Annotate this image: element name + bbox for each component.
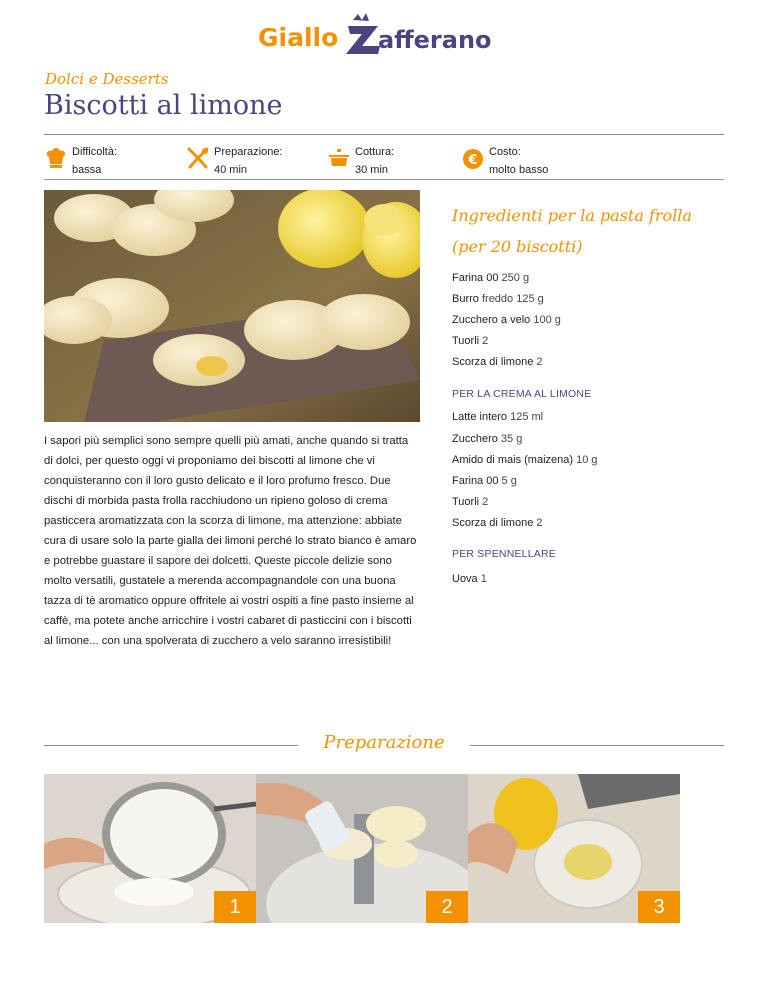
ingredient-quantity: 100 g (533, 314, 561, 326)
recipe-category[interactable]: Dolci e Desserts (45, 70, 169, 88)
info-cost (461, 146, 601, 180)
ingredient-item (452, 411, 543, 423)
info-label: Preparazione: (214, 146, 283, 158)
ingredient-quantity: 125 ml (510, 411, 544, 423)
ingredient-quantity: 10 g (576, 454, 598, 466)
ingredient-item (452, 335, 488, 347)
step-photo-2[interactable] (256, 774, 468, 923)
prep-divider-left (44, 745, 298, 746)
step-photo-3[interactable] (468, 774, 680, 923)
ingredient-name[interactable]: Scorza di limone (452, 356, 534, 368)
step-number: 1 (214, 891, 256, 923)
ingredients-subheading-crema: PER LA CREMA AL LIMONE (452, 388, 592, 400)
ingredient-name[interactable]: Farina 00 (452, 475, 499, 487)
ingredient-item (452, 573, 487, 585)
ingredient-name[interactable]: Latte intero (452, 411, 508, 423)
ingredient-quantity: 2 (536, 356, 543, 368)
logo-text-right: afferano (378, 26, 492, 54)
recipe-description: I sapori più semplici sono sempre quelli più amati, anche quando si tratta di dolci, per questo oggi vi proponiamo dei biscotti al limone che vi conquisteranno con il loro gusto delicato e il loro profumo fresco. Due dischi di morbida pasta frolla racchiudono un ripieno goloso di crema pasticcera aromatizzata con la scorza di limone, ma attenzione: abbiate cura di usare solo la parte gialla dei limoni perché lo strato bianco è amaro e potrebbe guastare il sapore dei dolcetti. Queste piccole delizie sono molto versatili, gustatele a merenda accompagnandole con una buona tazza di tè aromatico oppure offritele ai vostri ospiti a fine pasto insieme al caffè, ma potete anche arricchire i vostri cabaret di pasticcini con i biscotti al limone... con una spolverata di zucchero a velo saranno irresistibili! (44, 435, 417, 647)
ingredient-quantity: freddo 125 g (481, 293, 544, 305)
info-label: Costo: (489, 146, 521, 158)
prep-divider-right (470, 745, 724, 746)
info-cooking (327, 146, 457, 180)
info-preparation (186, 146, 316, 180)
euro-coin-icon (461, 146, 485, 170)
ingredients-title: Ingredienti per la pasta frolla (per 20 biscotti) (452, 206, 692, 256)
ingredient-name[interactable]: Amido di mais (maizena) (452, 454, 574, 466)
ingredient-item (452, 496, 488, 508)
ingredient-item (452, 356, 543, 368)
ingredients-subheading-spennellare: PER SPENNELLARE (452, 548, 556, 560)
pot-icon (327, 146, 351, 170)
ingredient-item (452, 433, 522, 445)
step-number: 2 (426, 891, 468, 923)
ingredient-name[interactable]: Burro (452, 293, 479, 305)
ingredient-quantity: 5 g (501, 475, 517, 487)
ingredient-item (452, 475, 517, 487)
info-difficulty (44, 146, 174, 180)
ingredient-item (452, 314, 561, 326)
svg-text:€: € (468, 153, 478, 168)
info-value: 40 min (214, 164, 248, 176)
info-value: 30 min (355, 164, 389, 176)
giallozafferano-logo[interactable] (258, 12, 510, 62)
ingredient-name[interactable]: Uova (452, 573, 478, 585)
ingredient-name[interactable]: Tuorli (452, 335, 480, 347)
ingredient-item (452, 293, 544, 305)
utensils-icon (186, 146, 210, 170)
chef-hat-icon (44, 146, 68, 170)
ingredient-name[interactable]: Zucchero (452, 433, 498, 445)
logo-z-mark (346, 13, 380, 54)
info-value: molto basso (489, 164, 549, 176)
info-value: bassa (72, 164, 102, 176)
recipe-title: Biscotti al limone (44, 90, 283, 121)
ingredient-item (452, 272, 529, 284)
preparation-title: Preparazione (323, 732, 445, 753)
ingredient-item (452, 454, 598, 466)
recipe-hero-image (44, 190, 420, 422)
ingredient-name[interactable]: Scorza di limone (452, 517, 534, 529)
ingredient-quantity: 250 g (501, 272, 530, 284)
info-divider (44, 179, 724, 180)
ingredient-quantity: 35 g (500, 433, 523, 445)
ingredient-quantity: 2 (482, 335, 489, 347)
ingredient-name[interactable]: Zucchero a velo (452, 314, 531, 326)
info-label: Cottura: (355, 146, 395, 158)
step-photo-1[interactable] (44, 774, 256, 923)
ingredient-item (452, 517, 543, 529)
ingredient-name[interactable]: Farina 00 (452, 272, 499, 284)
title-divider (44, 134, 724, 135)
ingredient-quantity: 2 (482, 496, 489, 508)
ingredient-quantity: 2 (536, 517, 543, 529)
ingredient-name[interactable]: Tuorli (452, 496, 480, 508)
ingredient-quantity: 1 (480, 573, 487, 585)
step-number: 3 (638, 891, 680, 923)
info-label: Difficoltà: (72, 146, 118, 158)
logo-text-left: Giallo (258, 23, 339, 52)
